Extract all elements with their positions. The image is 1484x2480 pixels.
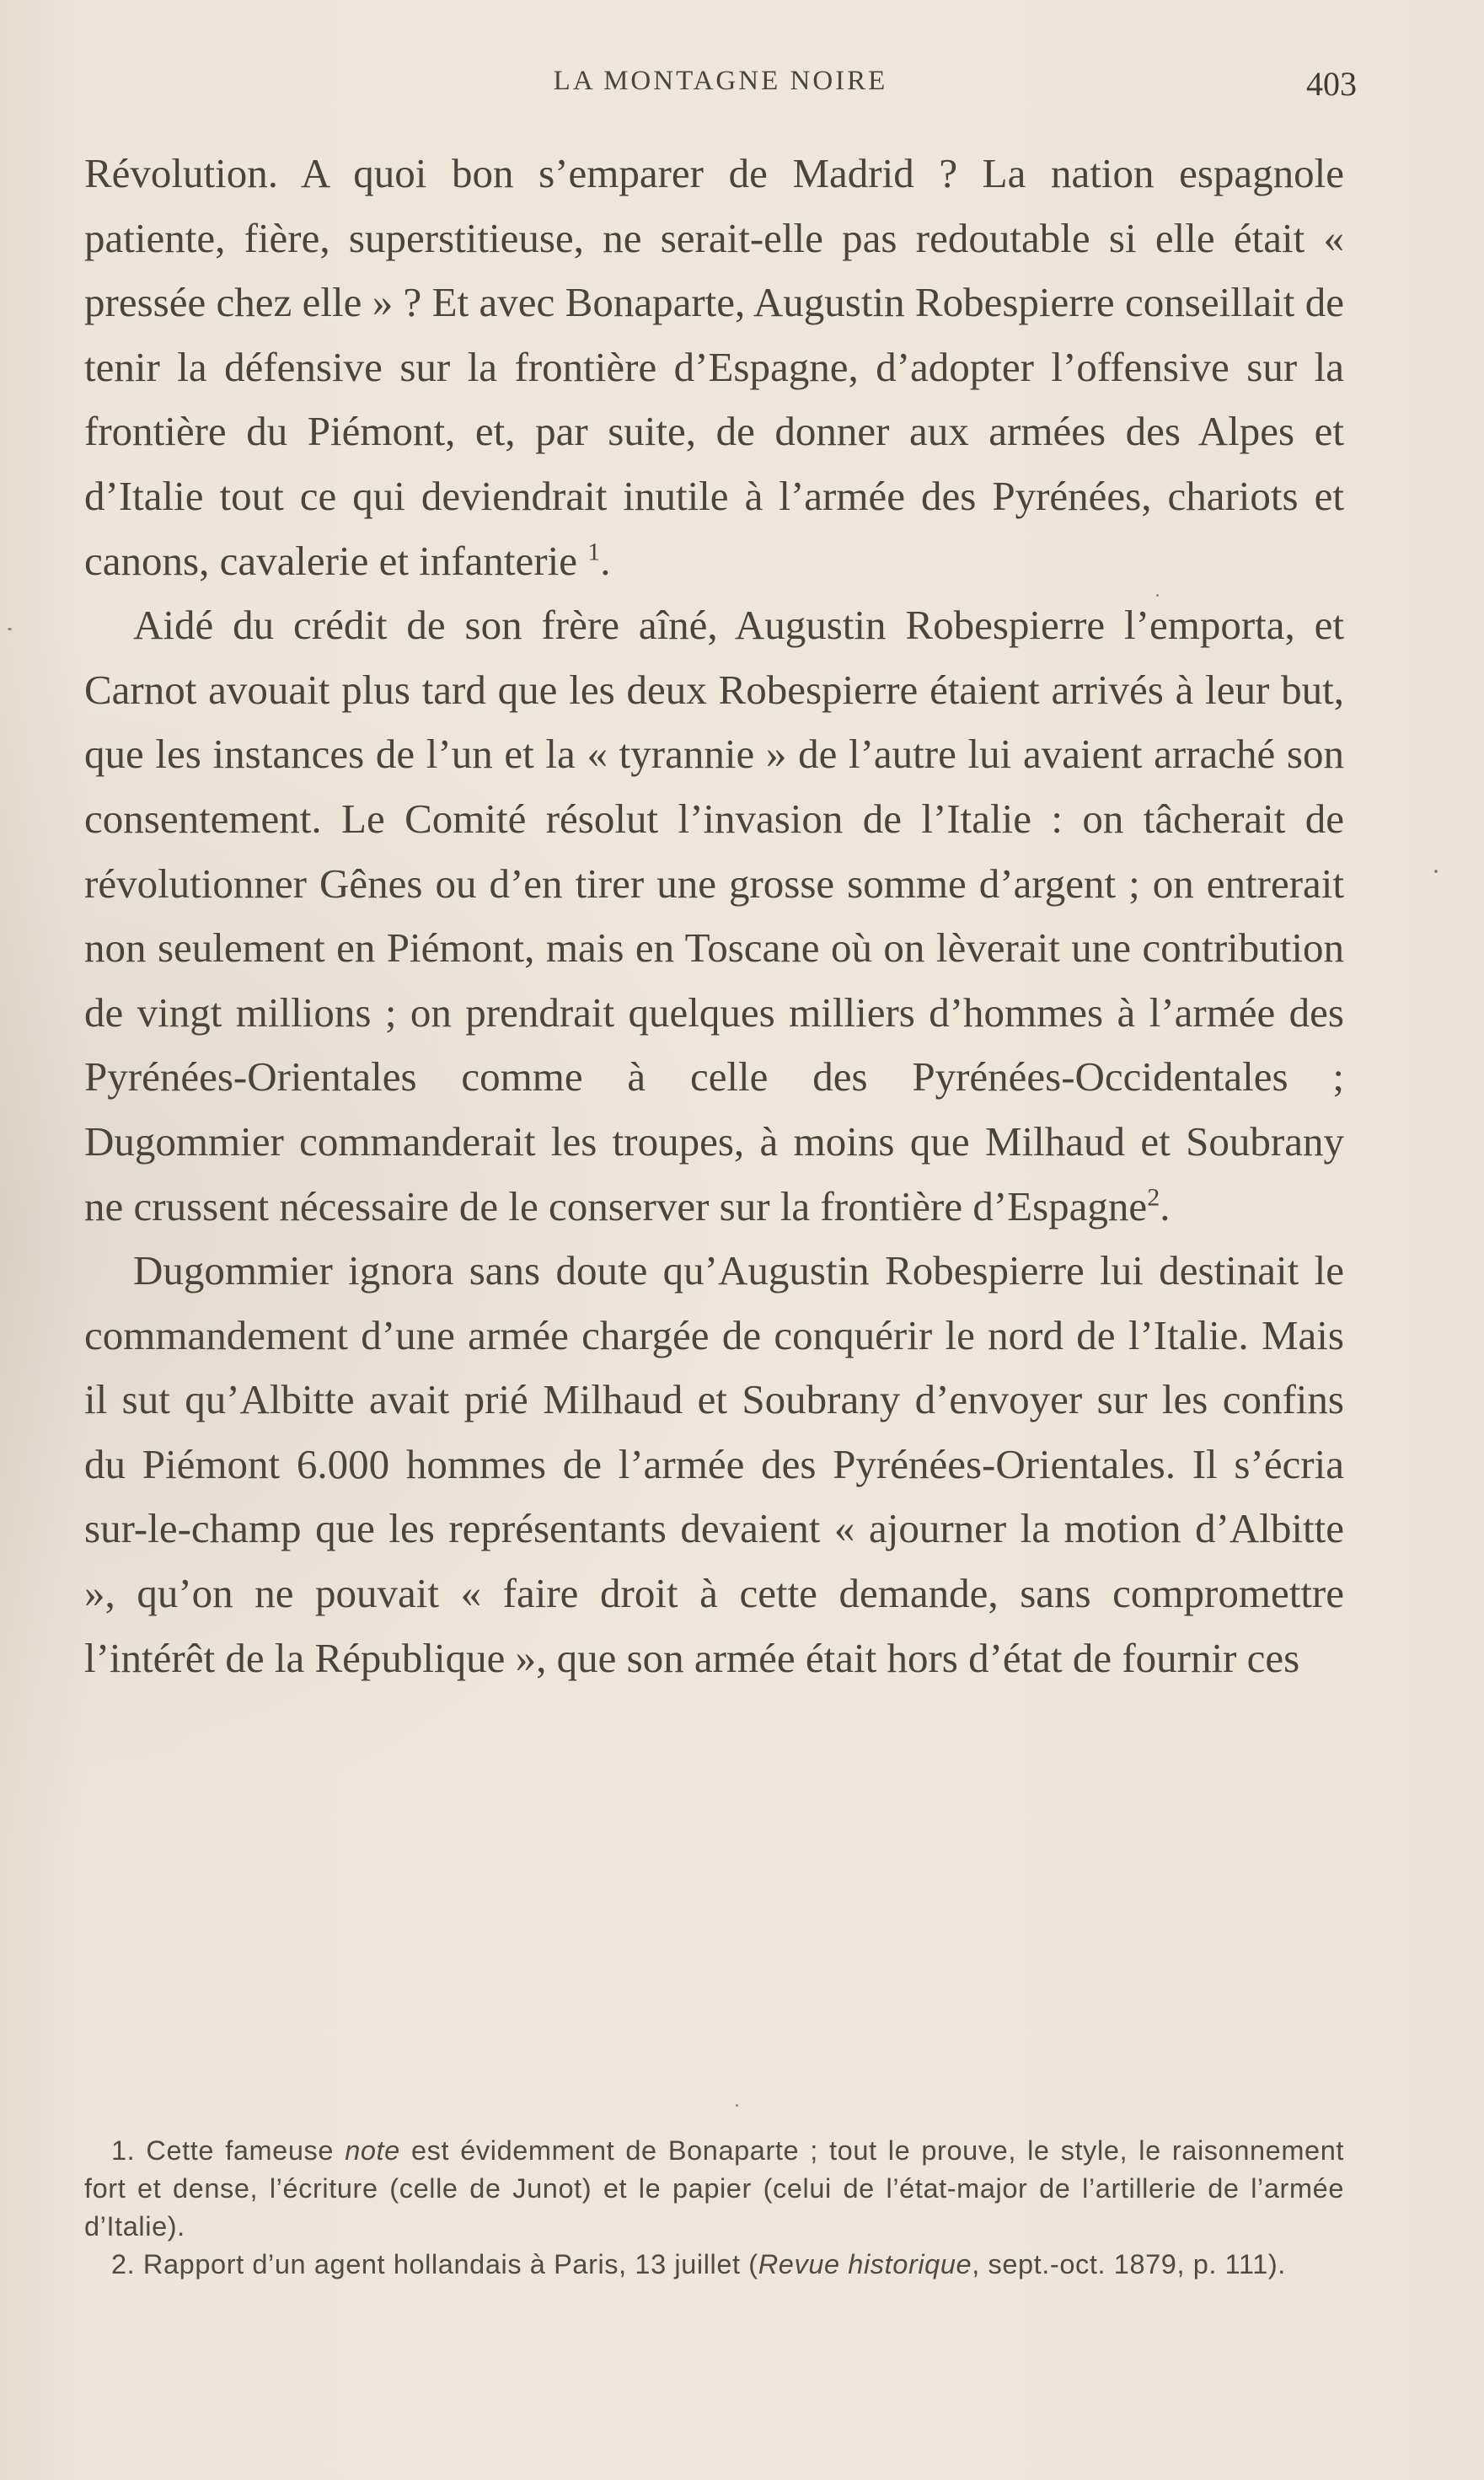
paragraph-2 (84, 593, 1344, 1239)
paragraph-2-end: . (1160, 1182, 1171, 1229)
footnote-1 (84, 2132, 1344, 2246)
footnote-2-italic: Revue historique (758, 2249, 972, 2279)
footnote-1-italic: note (345, 2135, 400, 2166)
running-title: LA MONTAGNE NOIRE (553, 66, 888, 96)
paragraph-1 (84, 142, 1344, 593)
paragraph-1-text: Révolution. A quoi bon s’emparer de Madrid ? La nation espagnole patiente, fière, superstitieuse, ne serait-elle pas redoutable si elle était « pressée chez elle » ? Et avec Bonaparte, Augustin Robespierre conseillait de tenir la défensive sur la frontière d’Espagne, d’adopter l’offensive sur la frontière du Piémont, et, par suite, de donner aux armées des Alpes et d’Italie tout ce qui deviendrait inutile à l’armée des Pyrénées, chariots et canons, cavalerie et infanterie (84, 150, 1344, 584)
paragraph-3 (84, 1239, 1344, 1690)
paper-speck (8, 628, 12, 630)
footnote-2-text: 2. Rapport d’un agent hollandais à Paris, 13 juillet ( (111, 2249, 758, 2279)
body-text (84, 142, 1344, 1690)
footnote-2-text-end: , sept.-oct. 1879, p. 111). (972, 2249, 1286, 2279)
paper-speck (1434, 870, 1438, 873)
footnotes (84, 2132, 1344, 2284)
page-number: 403 (1306, 65, 1357, 103)
paragraph-1-end: . (600, 537, 611, 584)
page-header (84, 66, 1357, 116)
footnote-2 (84, 2246, 1344, 2284)
footnote-1-text: 1. Cette fameuse (111, 2135, 346, 2166)
footnote-1-text-end: est évidemment de Bonaparte ; tout le prouve, le style, le raisonnement fort et dense, l’écriture (celle de Junot) et le papier (celui de l’état-major de l’artillerie de l’armée d’Italie). (84, 2135, 1345, 2242)
footnote-ref-1[interactable]: 1 (587, 538, 601, 566)
paragraph-2-text: Aidé du crédit de son frère aîné, Augustin Robespierre l’emporta, et Carnot avouait plus tard que les deux Robespierre étaient arrivés à leur but, que les instances de l’un et la « tyrannie » de l’autre lui avaient arraché son consentement. Le Comité résolut l’invasion de l’Italie : on tâcherait de révolutionner Gênes ou d’en tirer une grosse somme d’argent ; on entrerait non seulement en Piémont, mais en Toscane où on lèverait une contribution de vingt millions ; on prendrait quelques milliers d’hommes à l’armée des Pyrénées-Orientales comme à celle des Pyrénées-Occidentales ; Dugommier commanderait les troupes, à moins que Milhaud et Soubrany ne crussent nécessaire de le conserver sur la frontière d’Espagne (84, 602, 1344, 1229)
footnote-ref-2[interactable]: 2 (1147, 1183, 1160, 1212)
paragraph-3-text: Dugommier ignora sans doute qu’Augustin Robespierre lui destinait le commandement d’une armée chargée de conquérir le nord de l’Italie. Mais il sut qu’Albitte avait prié Milhaud et Soubrany d’envoyer sur les confins du Piémont 6.000 hommes de l’armée des Pyrénées-Orientales. Il s’écria sur-le-champ que les représentants devaient « ajourner la motion d’Albitte », qu’on ne pouvait « faire droit à cette demande, sans compromettre l’intérêt de la République », que son armée était hors d’état de fournir ces (84, 1247, 1344, 1681)
paper-speck (736, 2104, 738, 2107)
paper-speck (1156, 594, 1159, 597)
